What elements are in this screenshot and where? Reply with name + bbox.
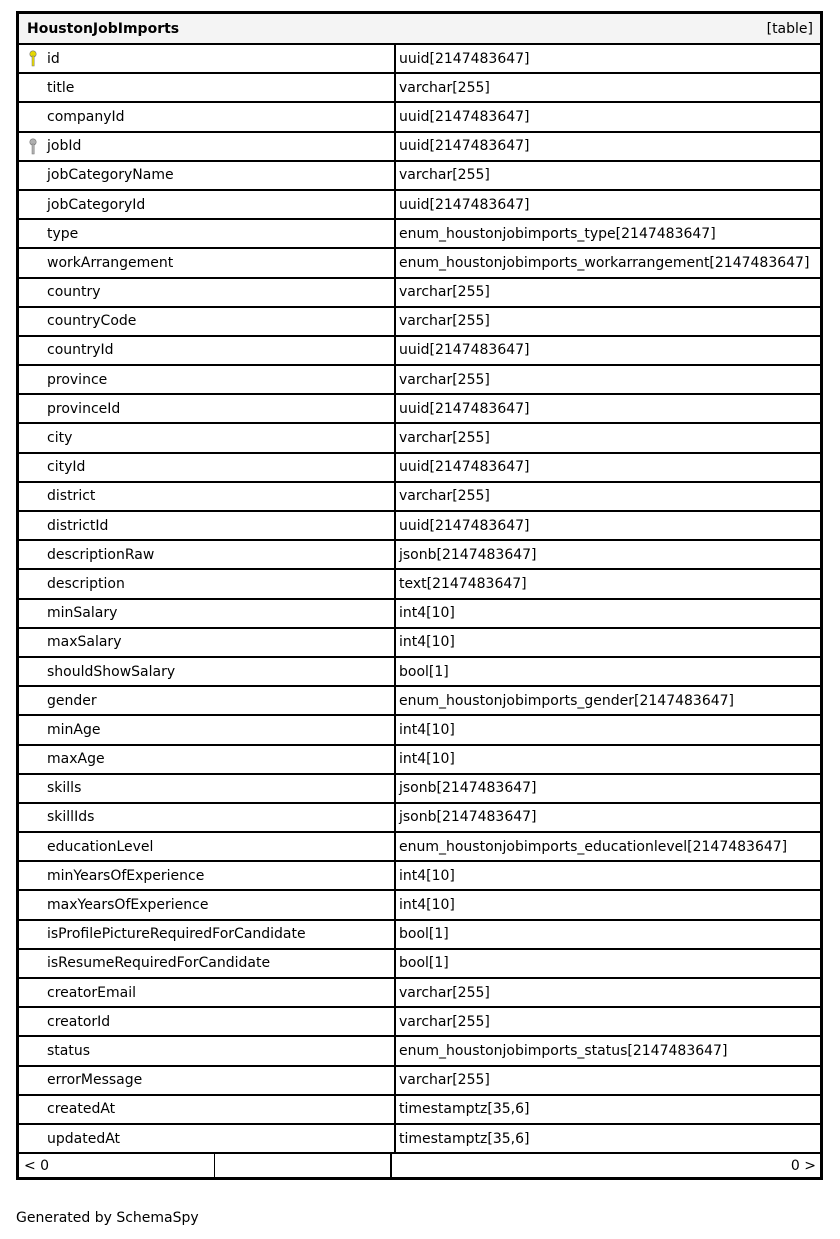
key-placeholder: [27, 312, 39, 330]
column-name: provinceId: [47, 400, 121, 417]
column-name: createdAt: [47, 1101, 116, 1118]
key-placeholder: [27, 779, 39, 797]
column-type: varchar[255]: [399, 284, 490, 301]
column-type: enum_houstonjobimports_gender[2147483647]: [399, 692, 735, 709]
column-type: int4[10]: [399, 605, 455, 622]
column-type: text[2147483647]: [399, 575, 527, 592]
column-type: uuid[2147483647]: [399, 108, 530, 125]
column-row: [19, 249, 820, 278]
key-placeholder: [27, 517, 39, 535]
key-placeholder: [27, 604, 39, 622]
column-type: uuid[2147483647]: [399, 138, 530, 155]
foreign-key-icon: [27, 137, 39, 155]
column-name: cityId: [47, 459, 86, 476]
column-row: [19, 45, 820, 74]
generated-by-label: Generated by SchemaSpy: [16, 1210, 199, 1226]
footer-spacer: [215, 1154, 392, 1177]
column-name: skillIds: [47, 809, 95, 826]
column-row: [19, 512, 820, 541]
column-type: enum_houstonjobimports_status[2147483647]: [399, 1042, 728, 1059]
column-name: skills: [47, 780, 82, 797]
column-row: [19, 308, 820, 337]
key-placeholder: [27, 1071, 39, 1089]
column-name-cell: [19, 133, 396, 160]
key-placeholder: [27, 487, 39, 505]
column-name: companyId: [47, 108, 125, 125]
key-placeholder: [27, 1013, 39, 1031]
column-type: uuid[2147483647]: [399, 459, 530, 476]
column-name: maxYearsOfExperience: [47, 897, 209, 914]
column-row: [19, 687, 820, 716]
column-type: int4[10]: [399, 751, 455, 768]
column-name: isProfilePictureRequiredForCandidate: [47, 926, 306, 943]
column-name-cell: [19, 279, 396, 306]
column-name-cell: [19, 600, 396, 627]
column-name: minAge: [47, 721, 101, 738]
column-row: [19, 891, 820, 920]
key-placeholder: [27, 546, 39, 564]
column-name: districtId: [47, 517, 109, 534]
key-placeholder: [27, 954, 39, 972]
column-name: country: [47, 284, 101, 301]
key-placeholder: [27, 663, 39, 681]
column-name-cell: [19, 746, 396, 773]
column-name: jobId: [47, 138, 82, 155]
column-name-cell: [19, 45, 396, 72]
column-name-cell: [19, 979, 396, 1006]
column-name-cell: [19, 891, 396, 918]
column-row: [19, 600, 820, 629]
column-name-cell: [19, 658, 396, 685]
column-type: uuid[2147483647]: [399, 196, 530, 213]
column-name-cell: [19, 921, 396, 948]
parents-count: < 0: [19, 1154, 215, 1177]
table-name: HoustonJobImports: [27, 20, 180, 37]
column-type: int4[10]: [399, 867, 455, 884]
column-name: maxAge: [47, 751, 105, 768]
column-name: creatorEmail: [47, 984, 136, 1001]
column-name-cell: [19, 249, 396, 276]
key-placeholder: [27, 458, 39, 476]
column-name: type: [47, 225, 79, 242]
column-name: shouldShowSalary: [47, 663, 176, 680]
column-type: enum_houstonjobimports_type[2147483647]: [399, 225, 716, 242]
key-placeholder: [27, 79, 39, 97]
column-row: [19, 1008, 820, 1037]
column-name-cell: [19, 162, 396, 189]
key-placeholder: [27, 1042, 39, 1060]
column-type: uuid[2147483647]: [399, 400, 530, 417]
column-row: [19, 658, 820, 687]
column-name-cell: [19, 541, 396, 568]
column-name: descriptionRaw: [47, 546, 155, 563]
column-name-cell: [19, 804, 396, 831]
column-name-cell: [19, 74, 396, 101]
column-name-cell: [19, 103, 396, 130]
column-name-cell: [19, 220, 396, 247]
column-name: city: [47, 430, 73, 447]
column-row: [19, 133, 820, 162]
key-placeholder: [27, 429, 39, 447]
column-type: varchar[255]: [399, 430, 490, 447]
column-type: enum_houstonjobimports_workarrangement[2147483647]: [399, 254, 810, 271]
column-row: [19, 162, 820, 191]
column-type: varchar[255]: [399, 371, 490, 388]
key-placeholder: [27, 166, 39, 184]
primary-key-icon: [27, 50, 39, 68]
key-placeholder: [27, 750, 39, 768]
key-placeholder: [27, 400, 39, 418]
column-name: errorMessage: [47, 1072, 143, 1089]
column-name: updatedAt: [47, 1130, 121, 1147]
column-name-cell: [19, 424, 396, 451]
column-type: timestamptz[35,6]: [399, 1130, 530, 1147]
column-row: [19, 716, 820, 745]
column-name-cell: [19, 950, 396, 977]
key-placeholder: [27, 721, 39, 739]
column-row: [19, 541, 820, 570]
key-placeholder: [27, 341, 39, 359]
column-row: [19, 775, 820, 804]
column-type: uuid[2147483647]: [399, 342, 530, 359]
column-row: [19, 220, 820, 249]
column-name: educationLevel: [47, 838, 154, 855]
column-name: gender: [47, 692, 97, 709]
column-row: [19, 191, 820, 220]
column-row: [19, 921, 820, 950]
column-type: varchar[255]: [399, 488, 490, 505]
column-row: [19, 483, 820, 512]
column-type: jsonb[2147483647]: [399, 780, 537, 797]
column-type: varchar[255]: [399, 313, 490, 330]
key-placeholder: [27, 867, 39, 885]
key-placeholder: [27, 633, 39, 651]
column-row: [19, 279, 820, 308]
column-name: isResumeRequiredForCandidate: [47, 955, 271, 972]
key-placeholder: [27, 371, 39, 389]
column-name-cell: [19, 512, 396, 539]
column-type: bool[1]: [399, 955, 449, 972]
column-name: workArrangement: [47, 254, 174, 271]
column-type: bool[1]: [399, 663, 449, 680]
column-name: countryId: [47, 342, 114, 359]
column-type: int4[10]: [399, 721, 455, 738]
column-type: enum_houstonjobimports_educationlevel[2147483647]: [399, 838, 788, 855]
column-name: province: [47, 371, 108, 388]
column-list: [19, 45, 820, 1154]
column-name-cell: [19, 1096, 396, 1123]
column-row: [19, 1067, 820, 1096]
key-placeholder: [27, 984, 39, 1002]
column-row: [19, 424, 820, 453]
column-name: title: [47, 79, 75, 96]
column-name-cell: [19, 1037, 396, 1064]
column-name-cell: [19, 483, 396, 510]
column-row: [19, 629, 820, 658]
column-name-cell: [19, 1008, 396, 1035]
key-placeholder: [27, 896, 39, 914]
column-type: varchar[255]: [399, 79, 490, 96]
column-row: [19, 804, 820, 833]
column-row: [19, 366, 820, 395]
table-footer: [19, 1154, 820, 1177]
children-count: 0 >: [790, 1157, 816, 1174]
key-placeholder: [27, 1130, 39, 1148]
column-name-cell: [19, 454, 396, 481]
column-name-cell: [19, 687, 396, 714]
key-placeholder: [27, 838, 39, 856]
column-row: [19, 862, 820, 891]
column-name-cell: [19, 862, 396, 889]
column-type: uuid[2147483647]: [399, 50, 530, 67]
column-type: int4[10]: [399, 897, 455, 914]
key-placeholder: [27, 575, 39, 593]
key-placeholder: [27, 925, 39, 943]
column-name: countryCode: [47, 313, 137, 330]
column-name: jobCategoryId: [47, 196, 146, 213]
key-placeholder: [27, 254, 39, 272]
column-row: [19, 833, 820, 862]
column-name-cell: [19, 395, 396, 422]
key-placeholder: [27, 283, 39, 301]
column-name: minSalary: [47, 605, 118, 622]
column-name: district: [47, 488, 96, 505]
key-placeholder: [27, 196, 39, 214]
column-row: [19, 454, 820, 483]
column-row: [19, 1096, 820, 1125]
key-placeholder: [27, 692, 39, 710]
key-placeholder: [27, 808, 39, 826]
column-name: maxSalary: [47, 634, 122, 651]
column-name-cell: [19, 308, 396, 335]
column-row: [19, 570, 820, 599]
column-type: varchar[255]: [399, 167, 490, 184]
table-header: [19, 14, 820, 45]
column-row: [19, 103, 820, 132]
key-placeholder: [27, 108, 39, 126]
column-name-cell: [19, 629, 396, 656]
column-type: jsonb[2147483647]: [399, 809, 537, 826]
table-kind: [table]: [766, 20, 813, 37]
key-placeholder: [27, 225, 39, 243]
key-placeholder: [27, 1100, 39, 1118]
column-row: [19, 1037, 820, 1066]
column-name-cell: [19, 775, 396, 802]
column-row: [19, 1125, 820, 1154]
column-type: timestamptz[35,6]: [399, 1101, 530, 1118]
column-name: creatorId: [47, 1013, 111, 1030]
column-row: [19, 979, 820, 1008]
column-name-cell: [19, 833, 396, 860]
column-name-cell: [19, 191, 396, 218]
column-name: minYearsOfExperience: [47, 867, 205, 884]
column-name: description: [47, 575, 125, 592]
column-type: varchar[255]: [399, 984, 490, 1001]
column-name-cell: [19, 337, 396, 364]
table-entity: [16, 11, 823, 1180]
column-type: uuid[2147483647]: [399, 517, 530, 534]
column-name-cell: [19, 1067, 396, 1094]
column-name-cell: [19, 570, 396, 597]
column-row: [19, 395, 820, 424]
column-name: status: [47, 1042, 91, 1059]
column-row: [19, 74, 820, 103]
column-row: [19, 746, 820, 775]
column-row: [19, 337, 820, 366]
column-name: jobCategoryName: [47, 167, 174, 184]
column-type: int4[10]: [399, 634, 455, 651]
column-type: jsonb[2147483647]: [399, 546, 537, 563]
column-name-cell: [19, 366, 396, 393]
column-name-cell: [19, 1125, 396, 1152]
column-name-cell: [19, 716, 396, 743]
column-name: id: [47, 50, 60, 67]
column-type: bool[1]: [399, 926, 449, 943]
column-row: [19, 950, 820, 979]
column-type: varchar[255]: [399, 1013, 490, 1030]
column-type: varchar[255]: [399, 1072, 490, 1089]
